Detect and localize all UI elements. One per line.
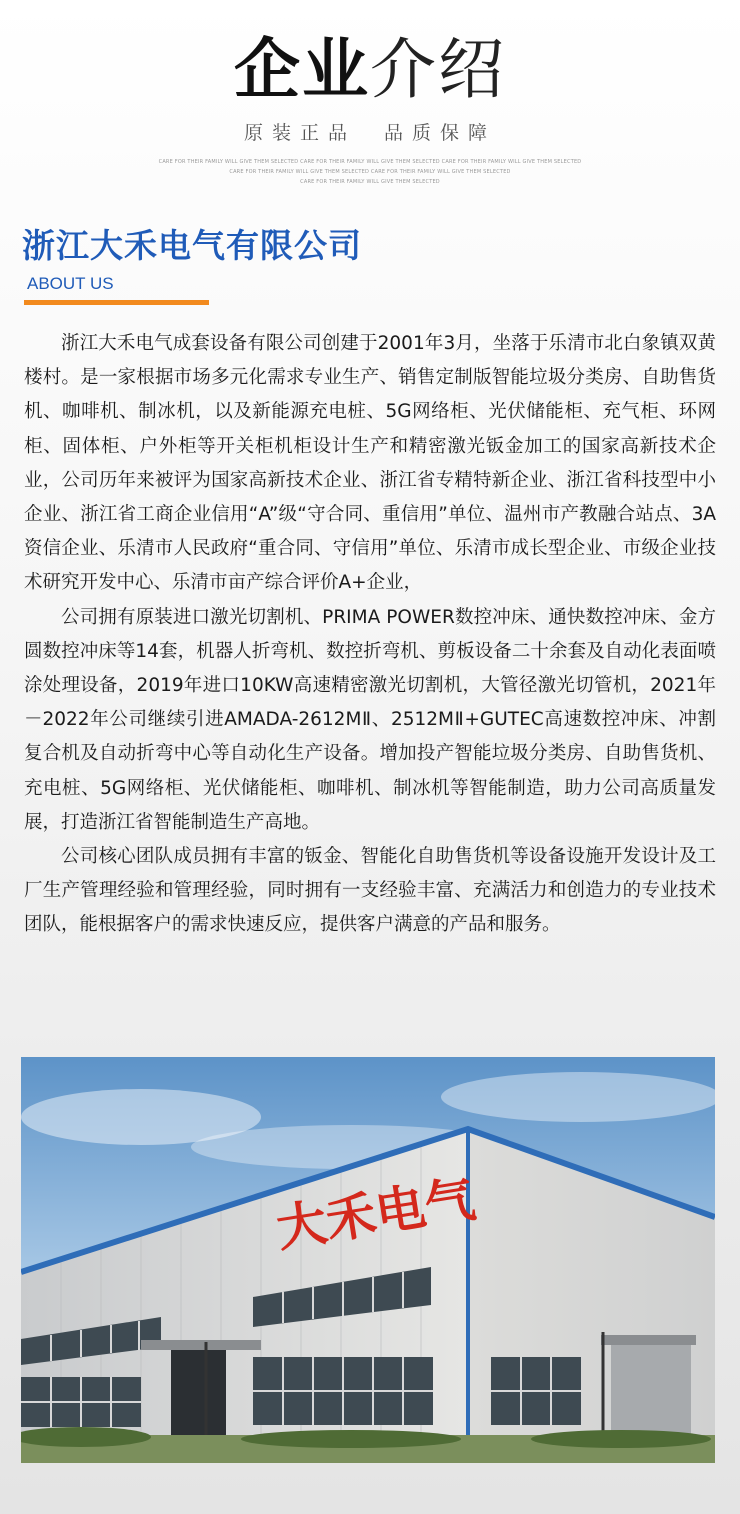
- tagline-line: CARE FOR THEIR FAMILY WILL GIVE THEM SELECTED CARE FOR THEIR FAMILY WILL GIVE THEM SELECTED CARE FOR THEIR FAMILY WILL GIVE THEM SELECTED: [158, 159, 582, 165]
- shrub: [531, 1430, 711, 1448]
- cloud: [441, 1072, 715, 1122]
- factory-photo: [21, 1057, 715, 1463]
- tagline-line: CARE FOR THEIR FAMILY WILL GIVE THEM SELECTED CARE FOR THEIR FAMILY WILL GIVE THEM SELECTED: [229, 169, 511, 175]
- title-bold: 企业: [234, 31, 370, 108]
- company-name: 浙江大禾电气有限公司: [22, 226, 362, 265]
- page-subtitle: [0, 118, 740, 145]
- paragraph: 公司拥有原装进口激光切割机、PRIMA POWER数控冲床、通快数控冲床、金方圆数控冲床等14套，机器人折弯机、数控折弯机、剪板设备二十余套及自动化表面喷涂处理设备，2019年进口10KW高速精密激光切割机，大管径激光切管机，2021年－2022年公司继续引进AMADA-2612MⅡ、2512MⅡ+GUTEC高速数控冲床、冲割复合机及自动折弯中心等自动化生产设备。增加投产智能垃圾分类房、自助售货机、充电桩、5G网络柜、光伏储能柜、咖啡机、制冰机等智能制造，助力公司高质量发展，打造浙江省智能制造生产高地。: [24, 606, 716, 833]
- subtitle-right: 品质保障: [384, 122, 497, 144]
- page-title: [0, 30, 740, 110]
- paragraph: 公司核心团队成员拥有丰富的钣金、智能化自助售货机等设备设施开发设计及工厂生产管理经验和管理经验，同时拥有一支经验丰富、充满活力和创造力的专业技术团队，能根据客户的需求快速反应，提供客户满意的产品和服务。: [24, 846, 716, 936]
- page-header: [0, 30, 740, 187]
- side-canopy: [601, 1335, 696, 1345]
- orange-divider: [24, 300, 209, 305]
- shrub: [241, 1430, 461, 1448]
- tagline: [0, 157, 740, 187]
- entrance-door: [171, 1350, 226, 1435]
- factory-sign: 大禾电气: [272, 1168, 480, 1259]
- factory-illustration: [21, 1057, 715, 1463]
- company-description: [24, 327, 716, 943]
- about-us-label: ABOUT US: [27, 274, 114, 293]
- roller-door: [611, 1345, 691, 1435]
- subtitle-left: 原装正品: [243, 122, 356, 144]
- entrance-canopy: [141, 1340, 261, 1350]
- tagline-line: CARE FOR THEIR FAMILY WILL GIVE THEM SELECTED: [300, 179, 440, 185]
- title-light: 介绍: [370, 31, 506, 108]
- paragraph: 浙江大禾电气成套设备有限公司创建于2001年3月，坐落于乐清市北白象镇双黄楼村。是一家根据市场多元化需求专业生产、销售定制版智能垃圾分类房、自助售货机、咖啡机、制冰机，以及新能源充电桩、5G网络柜、光伏储能柜、充气柜、环网柜、固体柜、户外柜等开关柜机柜设计生产和精密激光钣金加工的国家高新技术企业，公司历年来被评为国家高新技术企业、浙江省专精特新企业、浙江省科技型中小企业、浙江省工商企业信用“A”级“守合同、重信用”单位、温州市产教融合站点、3A资信企业、乐清市人民政府“重合同、守信用”单位、乐清市成长型企业、市级企业技术研究开发中心、乐清市亩产综合评价A+企业，: [24, 333, 716, 594]
